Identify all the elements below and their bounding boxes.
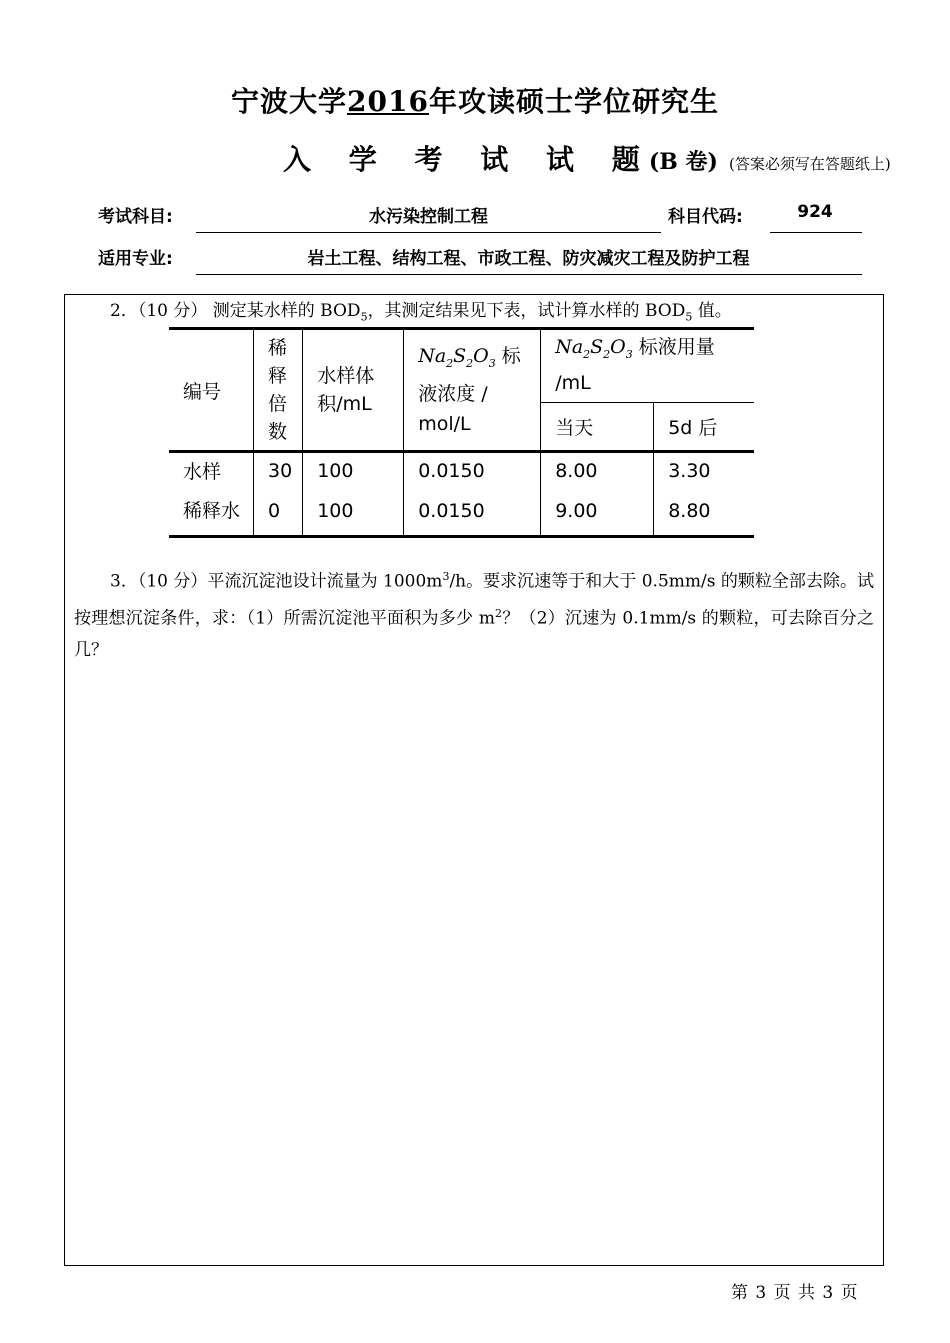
exam-subtitle xyxy=(283,138,891,178)
code-label: 科目代码: xyxy=(668,207,743,227)
header-concentration: $Na_2S_2O_3$ 标液浓度 / mol/L xyxy=(404,329,541,452)
header-day5: 5d 后 xyxy=(668,416,718,439)
table-row: 水样 30 100 0.0150 8.00 3.30 xyxy=(169,452,754,489)
subject-value: 水污染控制工程 xyxy=(369,207,488,227)
answer-note: (答案必须写在答题纸上) xyxy=(729,155,891,173)
code-underline xyxy=(770,232,862,233)
code-value: 924 xyxy=(797,202,833,222)
bod-table xyxy=(169,327,754,538)
header-volume: 水样体积/mL xyxy=(303,329,404,452)
page-number: 第 3 页 共 3 页 xyxy=(731,1283,859,1303)
subject-underline xyxy=(196,232,661,233)
question-3: 3．（10 分）平流沉淀池设计流量为 $1000m^3/h$。要求沉速等于和大于 0.5mm/s 的颗粒全部去除。试按理想沉淀条件，求：（1）所需沉淀池平面积为多少 $m^2$？（2）沉速为 0.1mm/s 的颗粒，可去除百分之几？ xyxy=(74,570,875,661)
header-usage: $Na_2S_2O_3$ 标液用量 /mL xyxy=(541,329,755,403)
question-2: 2．（10 分） 测定某水样的 $BOD_5$，其测定结果见下表，试计算水样的 $BOD_5$ 值。 xyxy=(110,301,732,324)
major-value: 岩土工程、结构工程、市政工程、防灾减灾工程及防护工程 xyxy=(307,249,750,269)
exam-title: 宁波大学2016年攻读硕士学位研究生 xyxy=(231,85,719,118)
header-dilution: 稀释倍数 xyxy=(254,329,303,452)
volume-label: (B 卷) xyxy=(648,149,718,175)
subject-label: 考试科目: xyxy=(98,207,173,227)
table-row: 稀释水 0 100 0.0150 9.00 8.80 xyxy=(169,488,754,536)
header-day0: 当天 xyxy=(541,402,654,451)
exam-year: 2016 xyxy=(347,85,429,118)
subtitle-main: 入 学 考 试 试 题 xyxy=(283,143,654,176)
major-underline xyxy=(196,274,862,275)
header-id: 编号 xyxy=(169,329,254,452)
major-label: 适用专业: xyxy=(98,249,173,269)
